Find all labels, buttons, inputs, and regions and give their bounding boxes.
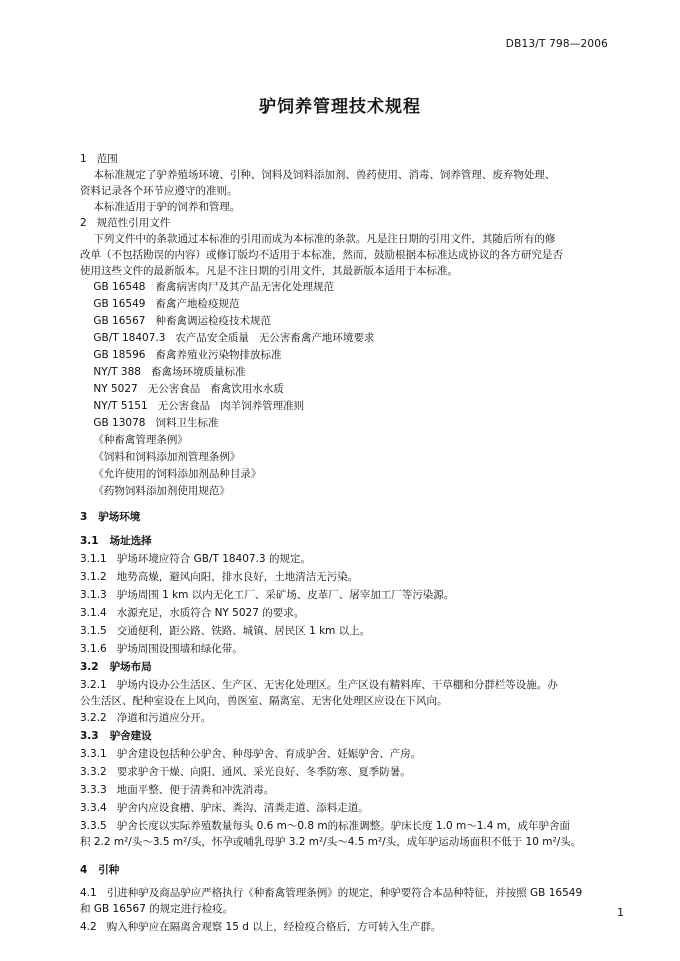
reference-item: GB 16567 种畜禽调运检疫技术规范 [80, 315, 271, 327]
clause-line: 积 2.2 m²/头～3.5 m²/头，怀孕或哺乳母驴 3.2 m²/头～4.5 m²/头，成年驴运动场面积不低于 10 m²/头。 [80, 836, 582, 848]
clause-line: 3.1.1 驴场环境应符合 GB/T 18407.3 的规定。 [80, 553, 311, 565]
page-title: 驴饲养管理技术规程 [259, 97, 421, 117]
reference-item: 《种畜禽管理条例》 [80, 434, 188, 446]
section-heading: 3 驴场环境 [80, 511, 141, 523]
clause-line: 4.1 引进种驴及商品驴应严格执行《种畜禽管理条例》的规定，种驴要符合本品种特征，并按照 GB 16549 [80, 887, 583, 899]
body-line: 资料记录各个环节应遵守的准则。 [80, 185, 238, 197]
body-line: 本标准适用于驴的饲养和管理。 [80, 201, 241, 213]
document-code: DB13/T 798—2006 [505, 38, 608, 50]
reference-item: 《药物饲料添加剂使用规范》 [80, 485, 230, 497]
clause-line: 3.1.5 交通便利，距公路、铁路、城镇、居民区 1 km 以上。 [80, 625, 371, 637]
reference-item: GB 18596 畜禽养殖业污染物排放标准 [80, 349, 282, 361]
subsection-heading: 3.2 驴场布局 [80, 661, 152, 673]
clause-line: 3.1.2 地势高燥，避风向阳，排水良好，土地清洁无污染。 [80, 571, 359, 583]
clause-line: 4.2 购入种驴应在隔离舍观察 15 d 以上，经检疫合格后，方可转入生产群。 [80, 921, 442, 933]
clause-line: 和 GB 16567 的规定进行检疫。 [80, 903, 234, 915]
reference-item: GB 13078 饲料卫生标准 [80, 417, 219, 429]
clause-line: 3.1.3 驴场周围 1 km 以内无化工厂、采矿场、皮革厂、屠宰加工厂等污染源。 [80, 589, 455, 601]
reference-item: 《允许使用的饲料添加剂品种目录》 [80, 468, 262, 480]
section-heading: 1 范围 [80, 153, 118, 165]
reference-item: NY 5027 无公害食品 畜禽饮用水水质 [80, 383, 284, 395]
clause-line: 3.2.2 净道和污道应分开。 [80, 712, 212, 724]
clause-line: 3.1.6 驴场周围设围墙和绿化带。 [80, 643, 243, 655]
clause-line: 3.2.1 驴场内设办公生活区、生产区、无害化处理区。生产区设有精料库、干草棚和分群栏等设施。办 [80, 679, 558, 691]
body-line: 使用这些文件的最新版本。凡是不注日期的引用文件，其最新版本适用于本标准。 [80, 265, 458, 277]
reference-item: GB/T 18407.3 农产品安全质量 无公害畜禽产地环境要求 [80, 332, 375, 344]
clause-line: 3.3.4 驴舍内应设食槽、驴床、粪沟、清粪走道、添料走道。 [80, 802, 369, 814]
clause-line: 3.3.2 要求驴舍干燥、向阳、通风、采光良好、冬季防寒、夏季防暑。 [80, 766, 411, 778]
reference-item: NY/T 388 畜禽场环境质量标准 [80, 366, 246, 378]
body-line: 改单（不包括勘误的内容）或修订版均不适用于本标准，然而，鼓励根据本标准达成协议的各方研究是否 [80, 249, 563, 261]
body-line: 下列文件中的条款通过本标准的引用而成为本标准的条款。凡是注日期的引用文件，其随后所有的修 [80, 233, 556, 245]
section-heading: 2 规范性引用文件 [80, 217, 171, 229]
clause-line: 公生活区、配种室设在上风向，兽医室、隔离室、无害化处理区应设在下风向。 [80, 695, 448, 707]
reference-item: GB 16548 畜禽病害肉尸及其产品无害化处理规范 [80, 281, 334, 293]
reference-item: 《饲料和饲料添加剂管理条例》 [80, 451, 241, 463]
reference-item: NY/T 5151 无公害食品 肉羊饲养管理准则 [80, 400, 305, 412]
subsection-heading: 3.3 驴舍建设 [80, 730, 152, 742]
clause-line: 3.3.5 驴舍长度以实际养殖数量每头 0.6 m～0.8 m的标准调整。驴床长度 1.0 m～1.4 m，成年驴舍面 [80, 820, 570, 832]
body-line: 本标准规定了驴养殖场环境、引种、饲料及饲料添加剂、兽药使用、消毒、饲养管理、废弃物处理、 [80, 169, 556, 181]
clause-line: 3.3.3 地面平整、便于清粪和冲洗消毒。 [80, 784, 275, 796]
subsection-heading: 3.1 场址选择 [80, 535, 152, 547]
reference-item: GB 16549 畜禽产地检疫规范 [80, 298, 240, 310]
clause-line: 3.3.1 驴舍建设包括种公驴舍、种母驴舍、育成驴舍、妊娠驴舍、产房。 [80, 748, 422, 760]
clause-line: 3.1.4 水源充足，水质符合 NY 5027 的要求。 [80, 607, 305, 619]
page-number: 1 [617, 906, 624, 919]
section-heading: 4 引种 [80, 864, 120, 876]
